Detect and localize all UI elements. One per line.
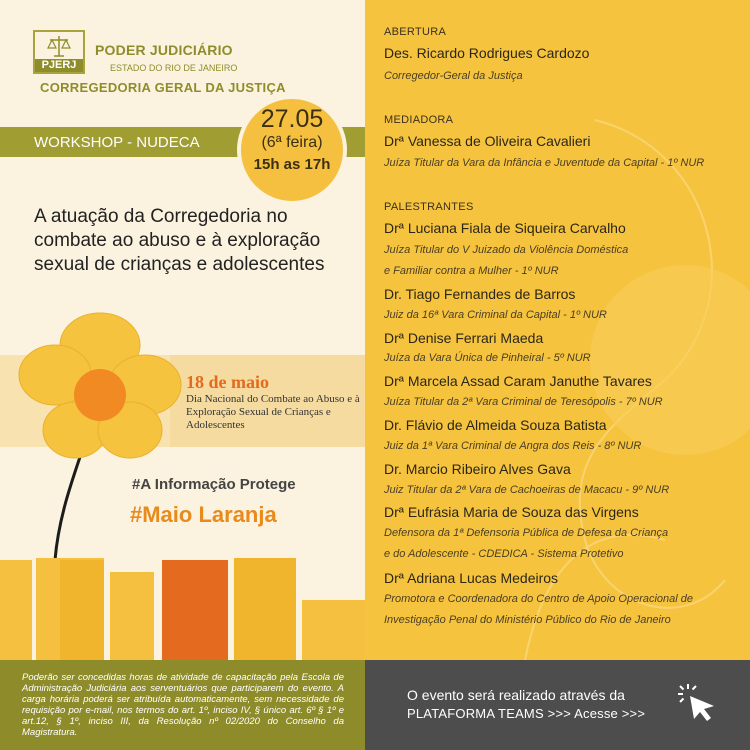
speaker-role: Juiz Titular da 2ª Vara de Cachoeiras de Macacu - 9º NUR — [384, 484, 670, 496]
speaker-name: Dr. Tiago Fernandes de Barros — [384, 286, 576, 302]
speaker-name: Drª Denise Ferrari Maeda — [384, 330, 544, 346]
speaker-role: e do Adolescente - CDEDICA - Sistema Protetivo — [384, 548, 624, 560]
speaker-name: Drª Marcela Assad Caram Januthe Tavares — [384, 373, 652, 389]
hashtag-informacao: #A Informação Protege — [132, 476, 296, 493]
may18-description: Dia Nacional do Combate ao Abuso e à Exploração Sexual de Crianças e Adolescentes — [186, 393, 360, 431]
abertura-name: Des. Ricardo Rodrigues Cardozo — [384, 45, 590, 61]
speaker-role: Defensora da 1ª Defensoria Pública de Defesa da Criança — [384, 527, 669, 539]
headline: A atuação da Corregedoria no combate ao abuso e à exploração sexual de crianças e adolescentes — [34, 206, 325, 275]
speaker-role: Juíza da Vara Única de Pinheiral - 5º NUR — [384, 352, 591, 364]
speaker-name: Dr. Marcio Ribeiro Alves Gava — [384, 461, 571, 477]
speaker-role: Juiz da 16ª Vara Criminal da Capital - 1º NUR — [384, 309, 607, 321]
color-square — [234, 558, 296, 660]
corregedoria-title: CORREGEDORIA GERAL DA JUSTIÇA — [40, 80, 286, 95]
footnote-text: Poderão ser concedidas horas de atividade de capacitação pela Escola de Administração Judiciária aos serventuários que participarem do evento. A carga horária poderá ser atribuída automaticamente, sem necessidade de requisição por e-mail, nos termos do art. 1º, inciso IV, § único art. 6º § 1º e art.12, § 1º, inciso III, da Resolução nº 02/2020 do Conselho da Magistratura. — [22, 672, 344, 738]
cursor-click-icon[interactable] — [674, 680, 718, 724]
event-date: 27.05 — [260, 105, 324, 133]
estado-rj: ESTADO DO RIO DE JANEIRO — [110, 63, 238, 73]
event-weekday: (6ª feira) — [261, 134, 323, 151]
color-square — [110, 572, 154, 660]
mediadora-name: Drª Vanessa de Oliveira Cavalieri — [384, 133, 591, 149]
workshop-label: WORKSHOP - NUDECA — [34, 134, 200, 151]
speaker-role: Investigação Penal do Ministério Público do Rio de Janeiro — [384, 614, 671, 626]
mediadora-role: Juíza Titular da Vara da Infância e Juventude da Capital - 1º NUR — [384, 157, 705, 169]
speaker-name: Drª Luciana Fiala de Siqueira Carvalho — [384, 220, 626, 236]
abertura-title: ABERTURA — [384, 26, 447, 38]
event-time: 15h as 17h — [253, 156, 331, 173]
teams-line1: O evento será realizado através da — [407, 687, 625, 703]
speaker-role: e Familiar contra a Mulher - 1º NUR — [384, 265, 559, 277]
mediadora-title: MEDIADORA — [384, 114, 454, 126]
color-square — [60, 560, 104, 660]
may18-title: 18 de maio — [186, 372, 269, 392]
palestrantes-title: PALESTRANTES — [384, 201, 474, 213]
color-square — [0, 560, 32, 660]
speaker-name: Dr. Flávio de Almeida Souza Batista — [384, 417, 607, 433]
color-square — [302, 600, 365, 660]
speaker-role: Juíza Titular do V Juizado da Violência Doméstica — [384, 244, 629, 256]
speaker-name: Drª Eufrásia Maria de Souza das Virgens — [384, 504, 639, 520]
speaker-role: Juiz da 1ª Vara Criminal de Angra dos Reis - 8º NUR — [384, 440, 642, 452]
speaker-role: Promotora e Coordenadora do Centro de Apoio Operacional de — [384, 593, 694, 605]
hashtag-maio-laranja: #Maio Laranja — [130, 502, 277, 527]
speaker-name: Drª Adriana Lucas Medeiros — [384, 570, 559, 586]
teams-access-link[interactable]: PLATAFORMA TEAMS >>> Acesse >>> — [407, 706, 646, 721]
logo-text: PJERJ — [35, 59, 83, 72]
speaker-role: Juíza Titular da 2ª Vara Criminal de Teresópolis - 7º NUR — [384, 396, 663, 408]
color-square — [162, 560, 228, 660]
poder-judiciario: PODER JUDICIÁRIO — [95, 42, 233, 58]
abertura-role: Corregedor-Geral da Justiça — [384, 70, 523, 82]
